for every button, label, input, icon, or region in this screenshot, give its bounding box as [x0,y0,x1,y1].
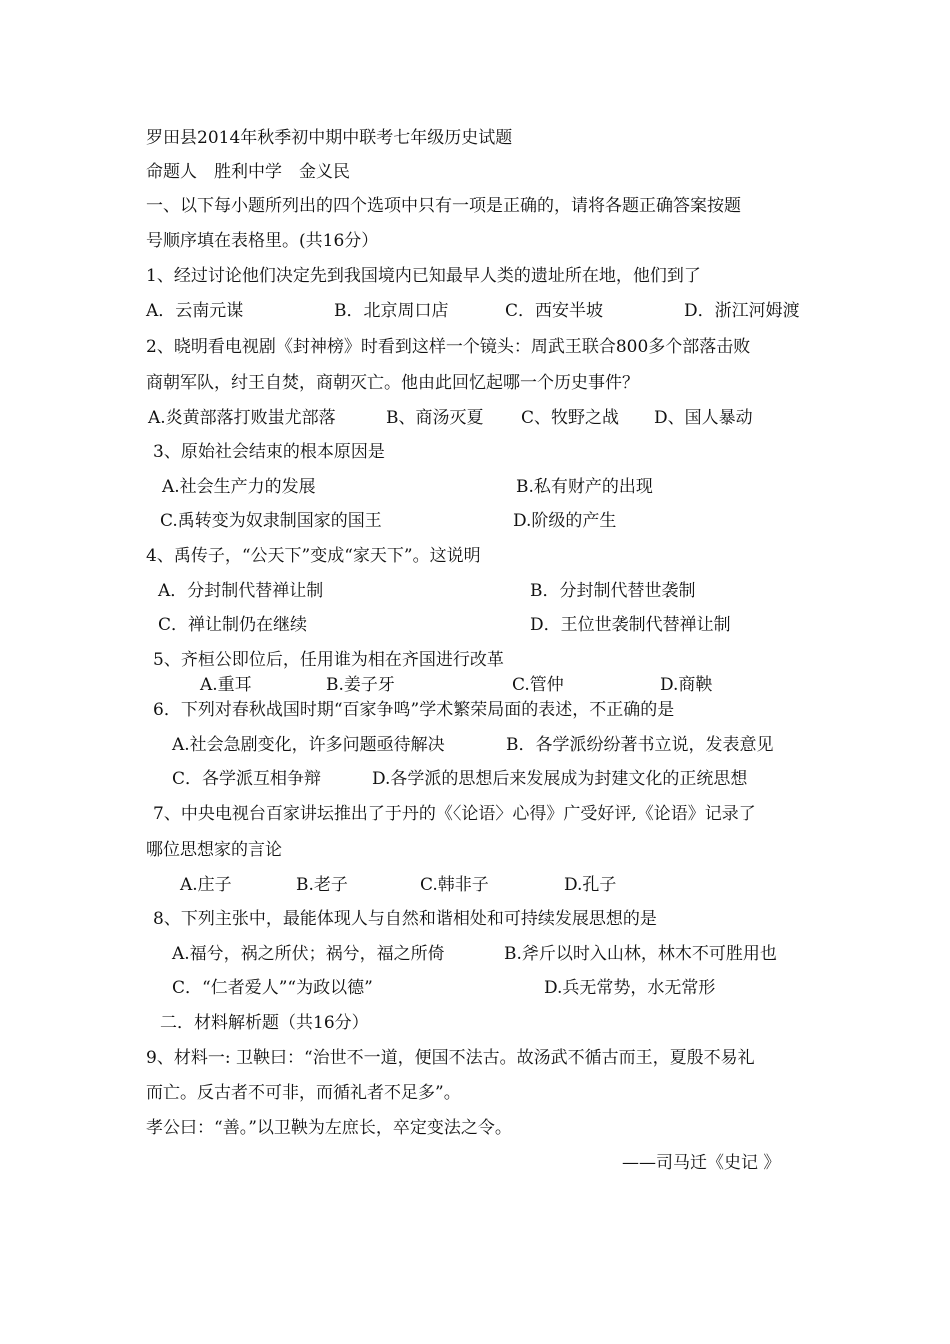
q7-option-a: A.庄子 [180,875,232,895]
q3-option-b: B.私有财产的出现 [516,477,653,497]
q2-option-a: A.炎黄部落打败蚩尤部落 [148,408,336,428]
q2-option-b: B、商汤灭夏 [386,408,484,428]
q5-option-c: C.管仲 [512,675,564,695]
q9-source: ——司马迁《史记 》 [622,1153,781,1173]
q4-option-b: B．分封制代替世袭制 [530,581,696,601]
q4-stem: 4、禹传子，“公天下”变成“家天下”。这说明 [146,546,481,566]
q5-option-b: B.姜子牙 [326,675,395,695]
q4-option-d: D．王位世袭制代替禅让制 [530,615,731,635]
q2-option-c: C、牧野之战 [521,408,620,428]
section1-heading-line1: 一、以下每小题所列出的四个选项中只有一项是正确的，请将各题正确答案按题 [146,196,741,216]
q9-material-line2: 而亡。反古者不可非，而循礼者不足多”。 [146,1083,461,1103]
q7-option-c: C.韩非子 [420,875,489,895]
exam-title: 罗田县2014年秋季初中期中联考七年级历史试题 [146,128,513,148]
section2-heading: 二．材料解析题（共16分） [160,1013,369,1033]
q3-stem: 3、原始社会结束的根本原因是 [153,442,385,462]
q2-option-d: D、国人暴动 [654,408,753,428]
q3-option-c: C.禹转变为奴隶制国家的国王 [160,511,382,531]
q6-option-a: A.社会急剧变化，许多问题亟待解决 [172,735,445,755]
q8-option-d: D.兵无常势，水无常形 [544,978,716,998]
q7-option-d: D.孔子 [564,875,617,895]
q6-option-c: C．各学派互相争辩 [172,769,322,789]
q7-option-b: B.老子 [296,875,348,895]
q5-option-a: A.重耳 [200,675,252,695]
q4-option-c: C．禅让制仍在继续 [158,615,308,635]
q3-option-a: A.社会生产力的发展 [162,477,316,497]
q1-option-b: B．北京周口店 [334,301,449,321]
q1-option-a: A．云南元谋 [146,301,244,321]
q1-stem: 1、经过讨论他们决定先到我国境内已知最早人类的遗址所在地，他们到了 [146,266,701,286]
q6-option-d: D.各学派的思想后来发展成为封建文化的正统思想 [372,769,748,789]
q8-stem: 8、下列主张中，最能体现人与自然和谐相处和可持续发展思想的是 [153,909,657,929]
q5-option-d: D.商鞅 [660,675,713,695]
q9-material-line1: 9、材料一: 卫鞅曰：“治世不一道，便国不法古。故汤武不循古而王，夏殷不易礼 [146,1048,755,1068]
q5-stem: 5、齐桓公即位后，任用谁为相在齐国进行改革 [153,650,504,670]
q4-option-a: A．分封制代替禅让制 [158,581,324,601]
q7-stem-line2: 哪位思想家的言论 [146,840,282,860]
q7-stem-line1: 7、中央电视台百家讲坛推出了于丹的《〈论语〉心得》广受好评,《论语》记录了 [153,804,756,824]
q8-option-b: B.斧斤以时入山林，林木不可胜用也 [504,944,777,964]
q1-option-d: D．浙江河姆渡 [684,301,800,321]
q8-option-c: C．“仁者爱人”“为政以德” [172,978,373,998]
q9-material-line3: 孝公曰：“善。”以卫鞅为左庶长，卒定变法之令。 [146,1118,512,1138]
q2-stem-line2: 商朝军队，纣王自焚，商朝灭亡。他由此回忆起哪一个历史事件？ [146,373,639,393]
section1-heading-line2: 号顺序填在表格里。(共16分） [146,231,379,251]
q6-option-b: B．各学派纷纷著书立说，发表意见 [506,735,774,755]
q1-option-c: C．西安半坡 [505,301,604,321]
q2-stem-line1: 2、晓明看电视剧《封神榜》时看到这样一个镜头：周武王联合800多个部落击败 [146,337,751,357]
q6-stem: 6．下列对春秋战国时期“百家争鸣”学术繁荣局面的表述，不正确的是 [153,700,675,720]
q3-option-d: D.阶级的产生 [513,511,617,531]
author-line: 命题人 胜利中学 金义民 [146,162,350,182]
q8-option-a: A.福兮，祸之所伏；祸兮，福之所倚 [172,944,445,964]
